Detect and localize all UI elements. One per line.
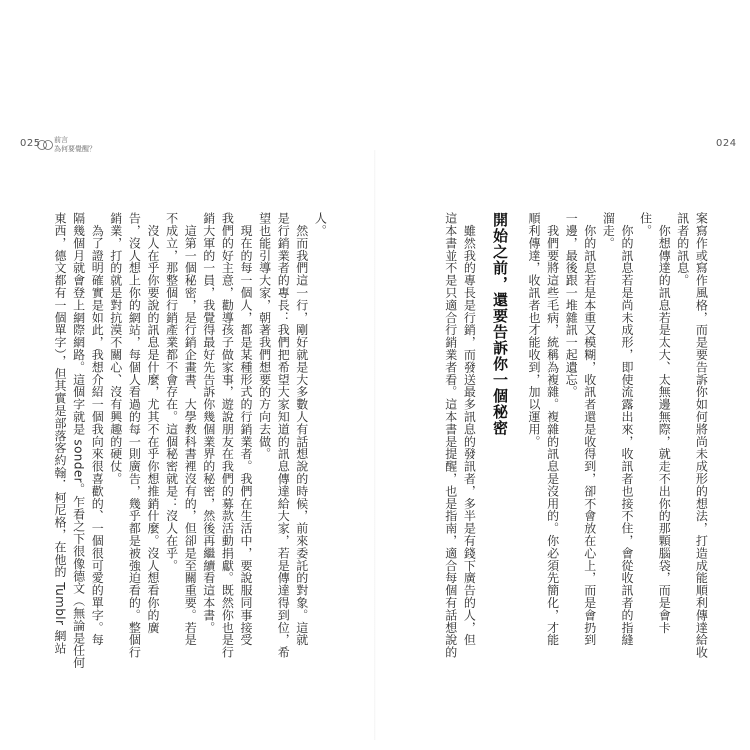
text-column: 住。 <box>638 212 653 237</box>
book-gutter <box>374 150 376 740</box>
text-column: 訊者的訊息。 <box>675 212 690 287</box>
text-column: 順利傳達，收訊者也才能收到，加以運用。 <box>527 212 541 448</box>
text-column: 不成立，那整個行銷產業都不會存在。這個秘密就是：沒人在乎。 <box>164 212 179 572</box>
text-column: 一邊，最後跟一堆雜訊一起遺忘。 <box>564 212 579 398</box>
text-column: 雖然我的專長是行銷，而發送最多訊息的發訊者，多半是有錢下廣告的人，但 <box>462 212 477 646</box>
text-column: 東西，德文都有一個單字），但其實是部落客約翰．柯尼格，在他的 Tumblr 網站 <box>53 212 67 655</box>
text-column: 為了證明確實是如此，我想介紹一個我向來很喜歡的、一個很可愛的單字。每 <box>90 212 105 646</box>
text-column: 銷大軍的一員，我覺得最好先告訴你幾個業界的秘密，然後再繼續看這本書。 <box>201 212 216 634</box>
section-heading: 開始之前，還要告訴你一個秘密 <box>491 212 509 436</box>
text-column: 是行銷業者的專長：我們把希望大家知道的訊息傳達給大家，若是傳達得到位，希 <box>276 212 291 659</box>
text-column: 我們的好主意，勸導孩子做家事，遊說朋友在我們的募款活動捐獻。既然你也是行 <box>220 212 235 659</box>
running-head-chapter: 前言 <box>54 136 68 144</box>
text-column: 望也能引導大家，朝著我們想要的方向去做。 <box>257 212 272 460</box>
text-column: 然而我們這一行，剛好就是大多數人有話想說的時候，前來委託的對象。這就 <box>294 212 309 646</box>
text-column: 銷業，打的就是對抗漠不關心、沒有興趣的硬仗。 <box>108 212 123 485</box>
text-column: 你的訊息若是尚未成形，即使流露出來，收訊者也接不住，會從收訊者的指縫 <box>620 212 634 646</box>
text-column: 告，沒人想上你的網站，每個人看過的每一則廣告，幾乎都是被強迫看的。整個行 <box>127 212 142 659</box>
left-page-number: 025 <box>20 138 41 149</box>
text-column: 你的訊息若是本重又模糊，收訊者還是收得到，卻不會放在心上，而是會扔到 <box>582 212 597 646</box>
text-column: 沒人在乎你要說的訊息是什麼，尤其不在乎你想推銷什麼。沒人想看你的廣 <box>146 212 160 634</box>
text-column: 你想傳達的訊息若是太大、太無邊無際，就走不出你的那顆腦袋，而是會卡 <box>657 212 672 634</box>
text-column: 案寫作或寫作風格，而是要告訴你如何將尚未成形的想法，打造成能順利傳達給收 <box>694 212 709 659</box>
text-column: 現在的每一個人，都是某種形式的行銷業者。我們在生活中，要說服同事接受 <box>239 212 253 646</box>
text-column: 這第一個秘密，是行銷企畫書、大學教科書裡沒有的，但卻是至關重要。若是 <box>183 212 198 646</box>
text-column: 這本書並不是只適合行銷業者看。這本書是提醒，也是指南，適合每個有話想說的 <box>443 212 458 659</box>
ornament-icon <box>36 136 54 154</box>
text-column: 隔幾個月就會登上網際網路。這個字就是 sonder。乍看之下很像德文（無論是任何 <box>71 212 86 669</box>
right-page-number: 024 <box>716 138 737 149</box>
running-head-title: 為何要覺醒？ <box>54 145 96 153</box>
text-column: 溜走。 <box>601 212 616 250</box>
running-head <box>54 136 96 154</box>
text-column: 人。 <box>313 212 328 237</box>
text-column: 我們要將這些毛病，統稱為複雜。複雜的訊息是沒用的。你必須先簡化，才能 <box>545 212 560 646</box>
